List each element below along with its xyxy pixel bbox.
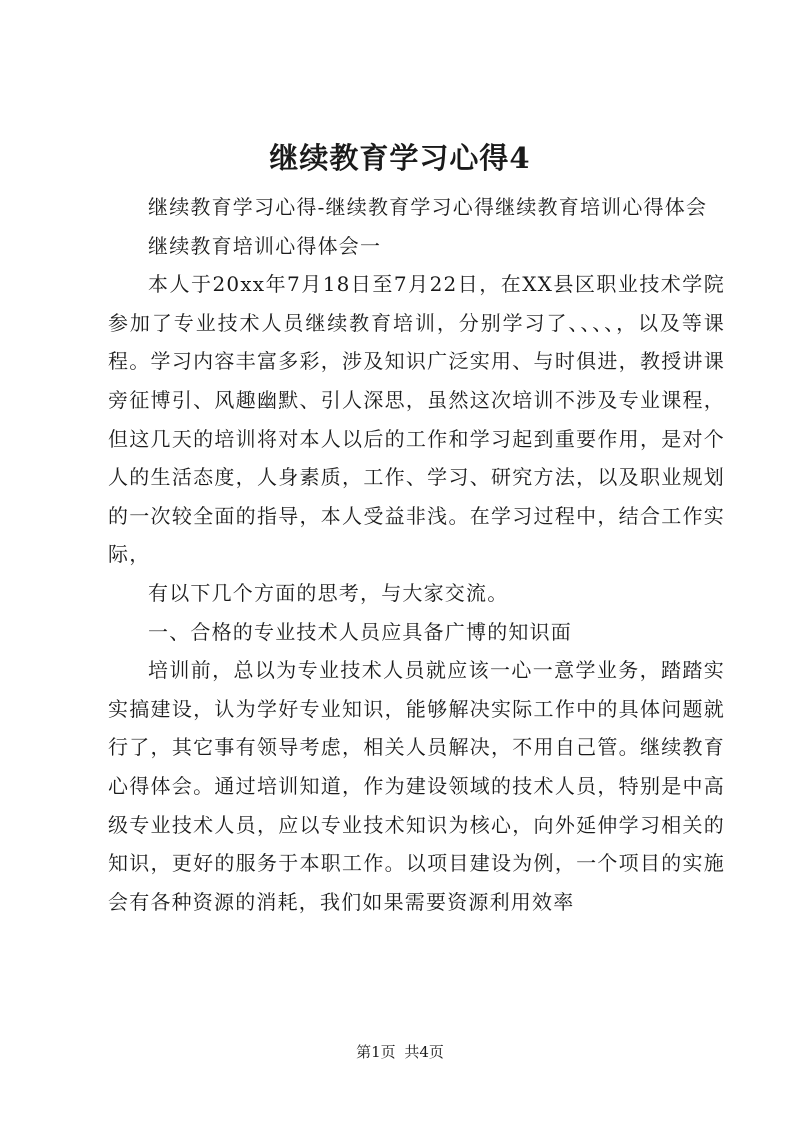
document-body (108, 188, 725, 921)
paragraph: 继续教育培训心得体会一 (148, 233, 382, 258)
page-footer (0, 1042, 800, 1062)
paragraph: 本人于20xx年7月18日至7月22日，在XX县区职业技术学院参加了专业技术人员继续教育培训，分别学习了、、、、，以及等课程。学习内容丰富多彩，涉及知识广泛实用、与时俱进，教授讲课旁征博引、风趣幽默、引人深思，虽然这次培训不涉及专业课程，但这几天的培训将对本人以后的工作和学习起到重要作用，是对个人的生活态度，人身素质，工作、学习、研究方法，以及职业规划的一次较全面的指导，本人受益非浅。在学习过程中，结合工作实际， (108, 272, 725, 567)
document-title: 继续教育学习心得4 (269, 141, 531, 175)
paragraph: 继续教育学习心得-继续教育学习心得继续教育培训心得体会 (148, 195, 708, 219)
page-number: 第1页 (356, 1043, 396, 1061)
page-total: 共4页 (404, 1043, 444, 1061)
paragraph: 有以下几个方面的思考，与大家交流。 (148, 580, 509, 605)
paragraph: 一、合格的专业技术人员应具备广博的知识面 (148, 619, 572, 644)
paragraph: 培训前，总以为专业技术人员就应该一心一意学业务，踏踏实实搞建设，认为学好专业知识，能够解决实际工作中的具体问题就行了，其它事有领导考虑，相关人员解决，不用自己管。继续教育心得体会。通过培训知道，作为建设领域的技术人员，特别是中高级专业技术人员，应以专业技术知识为核心，向外延伸学习相关的知识，更好的服务于本职工作。以项目建设为例，一个项目的实施会有各种资源的消耗，我们如果需要资源利用效率 (108, 658, 725, 914)
